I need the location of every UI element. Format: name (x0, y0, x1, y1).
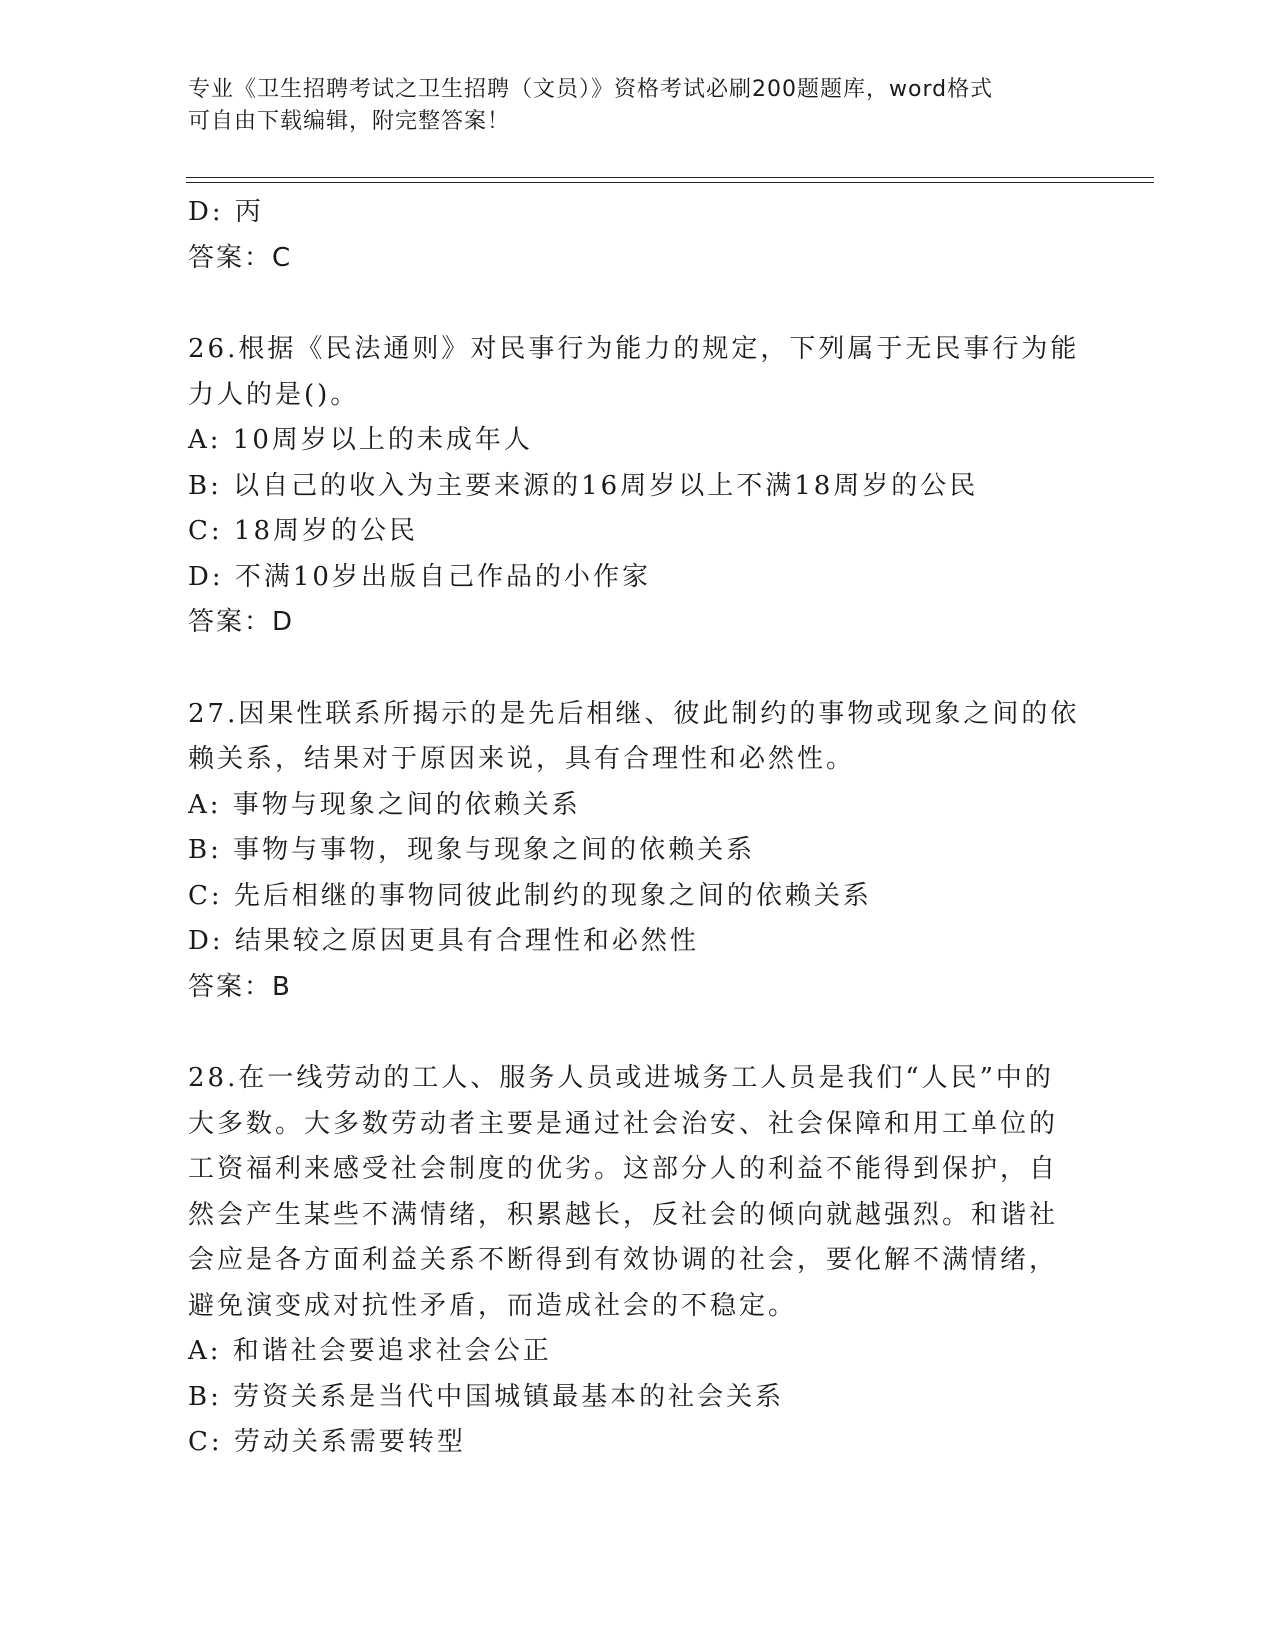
option-a: A: 事物与现象之间的依赖关系 (188, 789, 581, 820)
answer: 答案：B (188, 971, 292, 1002)
option-d: D: 结果较之原因更具有合理性和必然性 (188, 926, 699, 956)
question-list (188, 190, 1088, 1466)
header-line-2: 可自由下载编辑，附完整答案！ (188, 109, 511, 134)
stem-line: 然会产生某些不满情绪，积累越长，反社会的倾向就越强烈。和谐社 (188, 1199, 1059, 1230)
option-c: C: 先后相继的事物同彼此制约的现象之间的依赖关系 (188, 880, 872, 911)
spacer (188, 646, 1088, 692)
question-27 (188, 692, 1088, 1011)
stem-line: 赖关系，结果对于原因来说，具有合理性和必然性。 (188, 744, 856, 774)
header-divider-top (186, 177, 1154, 178)
spacer (188, 1010, 1088, 1056)
option-b: B: 劳资关系是当代中国城镇最基本的社会关系 (188, 1381, 785, 1412)
question-26 (188, 327, 1088, 646)
option-d: D: 不满10岁出版自己作品的小作家 (188, 561, 651, 592)
question-25-tail (188, 190, 1088, 281)
option-c: C: 劳动关系需要转型 (188, 1427, 466, 1457)
option-c: C: 18周岁的公民 (188, 516, 419, 546)
stem-line: 26.根据《民法通则》对民事行为能力的规定，下列属于无民事行为能 (188, 334, 1080, 364)
stem-line: 会应是各方面利益关系不断得到有效协调的社会，要化解不满情绪， (188, 1245, 1059, 1275)
stem-line: 避免演变成对抗性矛盾，而造成社会的不稳定。 (188, 1290, 798, 1321)
header-line-1: 专业《卫生招聘考试之卫生招聘（文员）》资格考试必刷200题题库，word格式 (188, 77, 994, 102)
spacer (188, 281, 1088, 327)
document-header (188, 74, 1068, 138)
question-stem (188, 1056, 1088, 1329)
question-stem (188, 692, 1088, 783)
stem-line: 大多数。大多数劳动者主要是通过社会治安、社会保障和用工单位的 (188, 1108, 1059, 1139)
answer: 答案：D (188, 607, 295, 637)
answer: 答案：C (188, 242, 293, 273)
header-divider-bottom (186, 182, 1154, 183)
stem-line: 力人的是()。 (188, 379, 360, 410)
option-b: B: 以自己的收入为主要来源的16周岁以上不满18周岁的公民 (188, 470, 979, 501)
option-b: B: 事物与事物，现象与现象之间的依赖关系 (188, 835, 756, 865)
stem-line: 28.在一线劳动的工人、服务人员或进城务工人员是我们“人民”中的 (188, 1063, 1054, 1093)
stem-line: 工资福利来感受社会制度的优劣。这部分人的利益不能得到保护，自 (188, 1154, 1059, 1184)
question-28 (188, 1056, 1088, 1466)
question-stem (188, 327, 1088, 418)
option-a: A: 和谐社会要追求社会公正 (188, 1336, 552, 1366)
option-d: D: 丙 (188, 197, 264, 227)
option-a: A: 10周岁以上的未成年人 (188, 425, 533, 455)
stem-line: 27.因果性联系所揭示的是先后相继、彼此制约的事物或现象之间的依 (188, 698, 1080, 729)
